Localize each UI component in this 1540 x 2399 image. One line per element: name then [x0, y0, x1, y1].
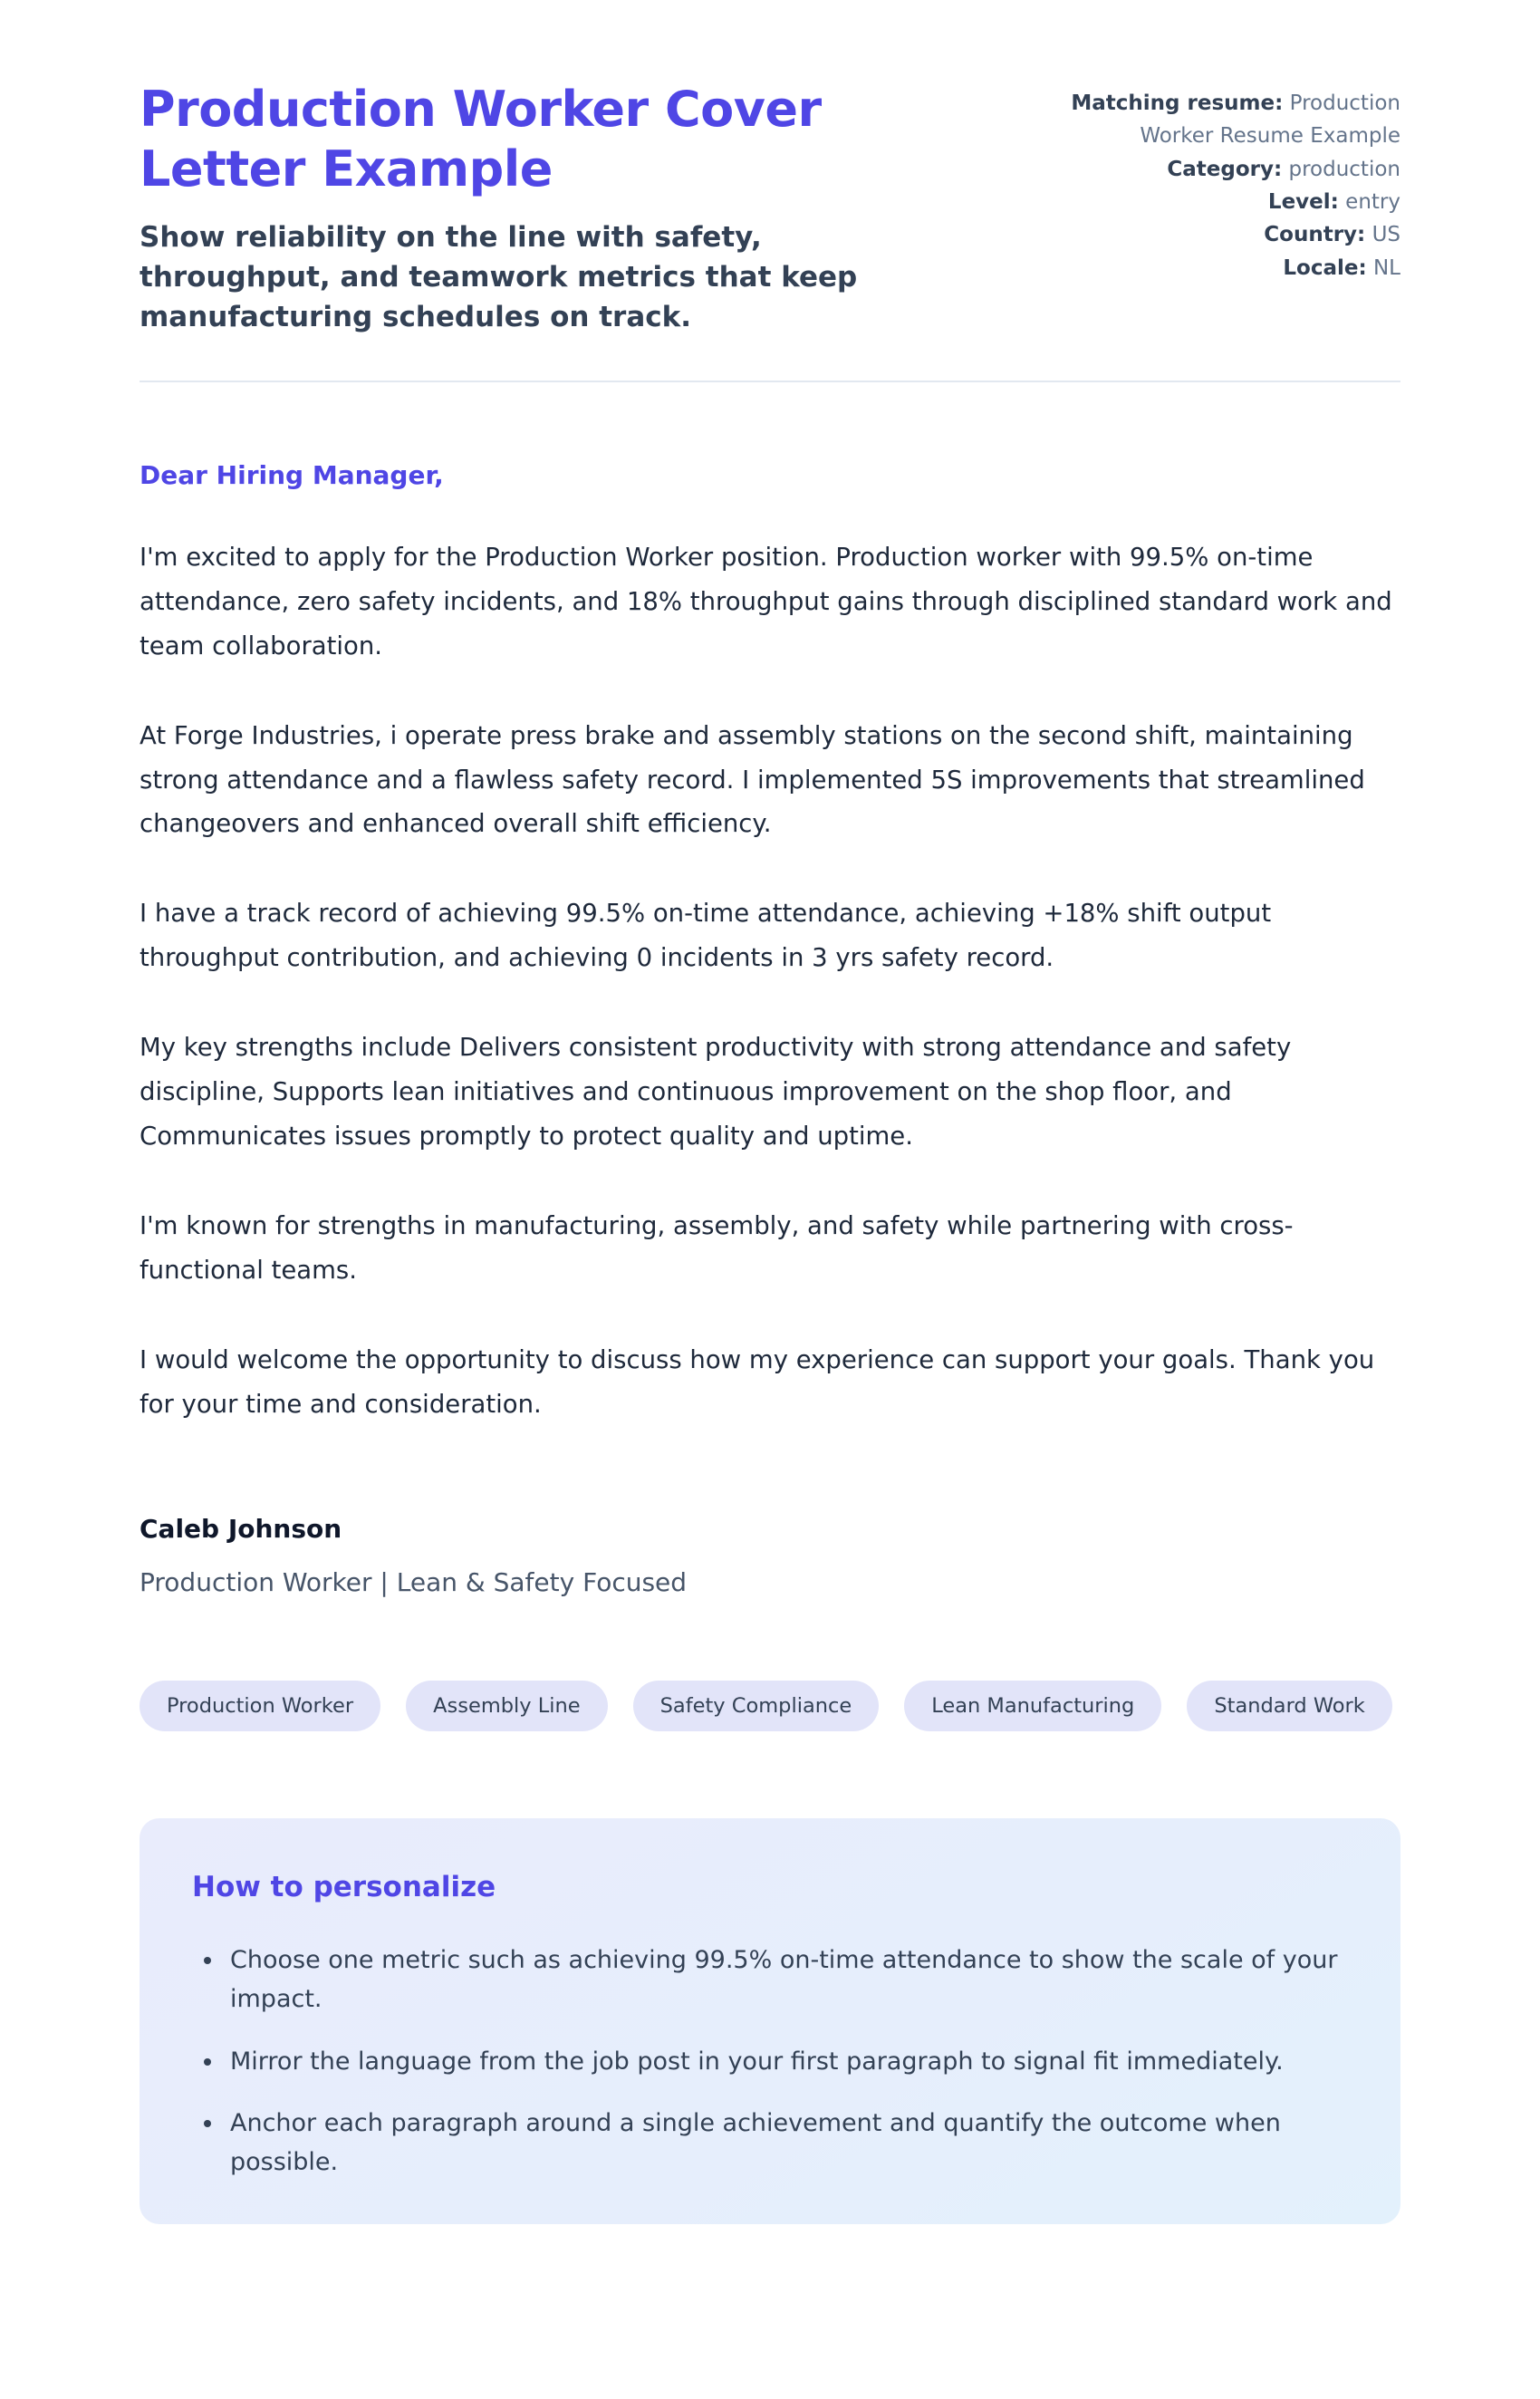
letter-paragraph: My key strengths include Delivers consistent productivity with strong attendance and safety discipline, Supports lean initiatives and continuous improvement on the shop floor, and Communicates issues promptly to protect quality and uptime.	[140, 1033, 1292, 1151]
personalize-tip: • Choose one metric such as achieving 99.5% on-time attendance to show the scale of your impact.	[225, 1941, 1348, 2018]
tag-assembly-line[interactable]: Assembly Line	[406, 1681, 608, 1732]
header-title-block	[140, 80, 955, 337]
tag-list	[140, 1681, 1400, 1732]
meta-value-matching-resume: Production Worker Resume Example	[1140, 92, 1400, 149]
meta-label-level: Level:	[1267, 189, 1339, 214]
cover-letter	[140, 460, 1400, 1597]
personalize-card-title: How to personalize	[192, 1871, 496, 1904]
meta-panel	[1011, 80, 1400, 284]
meta-label-matching-resume: Matching resume:	[1071, 92, 1284, 115]
personalize-tip-list	[181, 1941, 1348, 2182]
signature-title: Production Worker | Lean & Safety Focused	[140, 1566, 688, 1597]
personalize-tip: • Anchor each paragraph around a single achievement and quantify the outcome when possible.	[225, 2105, 1348, 2182]
meta-label-locale: Locale:	[1283, 255, 1367, 280]
page-subtitle: Show reliability on the line with safety, throughput, and teamwork metrics that keep manufacturing schedules on track.	[140, 220, 858, 333]
salutation: Dear Hiring Manager,	[140, 459, 444, 490]
tag-lean-manufacturing[interactable]: Lean Manufacturing	[904, 1681, 1161, 1732]
meta-value-category: production	[1288, 157, 1400, 181]
letter-paragraph: I have a track record of achieving 99.5% on-time attendance, achieving +18% shift output throughput contribution, and achieving 0 incidents in 3 yrs safety record.	[140, 899, 1272, 973]
signature-name: Caleb Johnson	[140, 1513, 342, 1544]
personalize-tip: • Mirror the language from the job post in your first paragraph to signal fit immediately.	[225, 2043, 1348, 2082]
meta-value-locale: NL	[1372, 255, 1400, 280]
page-container	[140, 0, 1400, 2288]
meta-label-category: Category:	[1167, 157, 1283, 181]
meta-value-country: US	[1372, 223, 1400, 247]
meta-value-level: entry	[1345, 189, 1400, 214]
letter-paragraph: I would welcome the opportunity to discuss how my experience can support your goals. Thank you for your time and consideration.	[140, 1344, 1375, 1419]
tag-standard-work[interactable]: Standard Work	[1187, 1681, 1392, 1732]
letter-paragraph: I'm known for strengths in manufacturing, assembly, and safety while partnering with cross-functional teams.	[140, 1211, 1294, 1286]
personalize-card	[140, 1818, 1400, 2223]
letter-paragraph: At Forge Industries, i operate press brake and assembly stations on the second shift, maintaining strong attendance and a flawless safety record. I implemented 5S improvements that streamlined changeovers and enhanced overall shift efficiency.	[140, 720, 1365, 839]
page-title: Production Worker Cover Letter Example	[140, 81, 822, 198]
page-header	[140, 80, 1400, 337]
header-divider	[140, 381, 1400, 382]
letter-paragraph: I'm excited to apply for the Production Worker position. Production worker with 99.5% on-time attendance, zero safety incidents, and 18% throughput gains through disciplined standard work and team collaboration.	[140, 542, 1392, 660]
tag-production-worker[interactable]: Production Worker	[140, 1681, 380, 1732]
meta-label-country: Country:	[1264, 223, 1366, 247]
tag-safety-compliance[interactable]: Safety Compliance	[633, 1681, 880, 1732]
